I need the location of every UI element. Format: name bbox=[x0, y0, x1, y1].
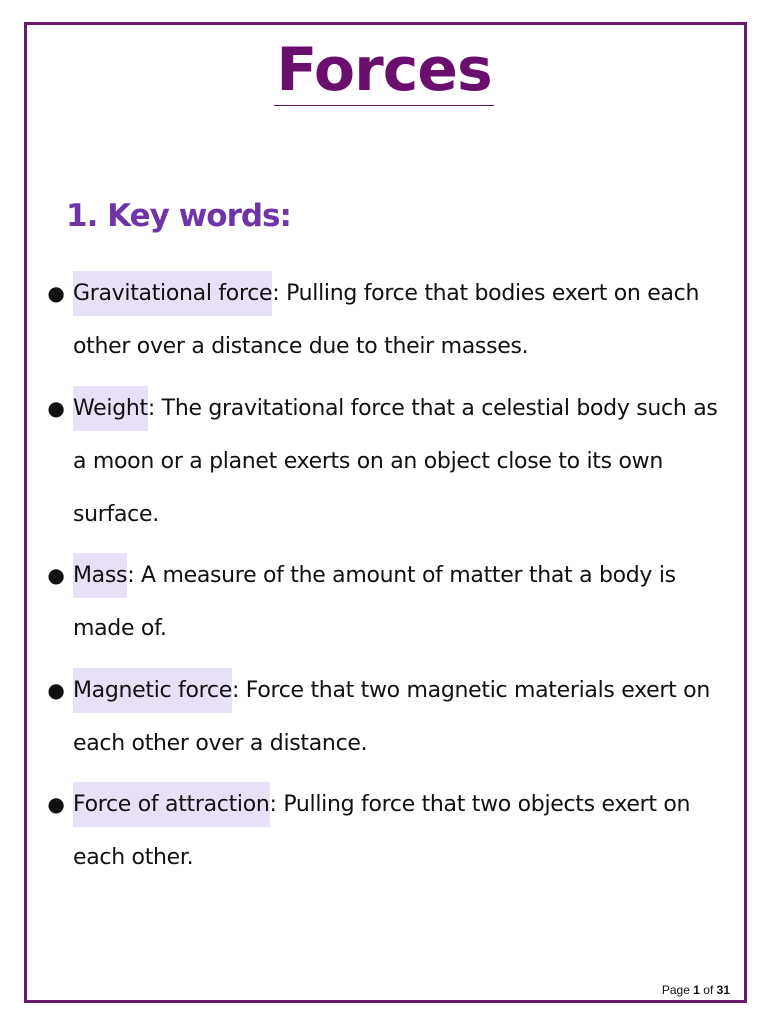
page-title-text: Forces bbox=[276, 35, 492, 105]
bullet-icon: ● bbox=[47, 396, 65, 420]
page-number-footer bbox=[662, 983, 730, 997]
key-word-term: Weight bbox=[73, 386, 148, 431]
key-word-separator: : bbox=[127, 563, 135, 588]
key-word-text bbox=[73, 549, 726, 655]
bullet-icon: ● bbox=[47, 563, 65, 587]
key-word-term: Gravitational force bbox=[73, 271, 272, 316]
key-word-separator: : bbox=[231, 678, 240, 703]
bullet-icon: ● bbox=[47, 281, 65, 305]
key-word-separator: : bbox=[272, 281, 280, 306]
bullet-icon: ● bbox=[47, 792, 65, 816]
key-word-item bbox=[46, 549, 726, 655]
key-word-text bbox=[73, 664, 726, 770]
total-page-count: 31 bbox=[716, 983, 730, 997]
key-word-definition: Force that two magnetic materials exert on each other over a distance. bbox=[73, 678, 710, 756]
key-word-separator: : bbox=[147, 396, 155, 421]
key-word-term: Force of attraction bbox=[73, 782, 270, 827]
key-word-item bbox=[46, 664, 726, 770]
current-page-number: 1 bbox=[693, 983, 700, 997]
key-word-definition: Pulling force that bodies exert on each other over a distance due to their masses. bbox=[73, 281, 700, 359]
key-word-separator: : bbox=[269, 792, 277, 817]
bullet-icon: ● bbox=[47, 678, 65, 702]
key-word-definition: The gravitational force that a celestial body such as a moon or a planet exerts on an object close to its own surface. bbox=[73, 396, 718, 527]
key-word-text bbox=[73, 382, 726, 541]
key-word-text bbox=[73, 778, 726, 884]
key-word-definition: A measure of the amount of matter that a body is made of. bbox=[73, 563, 676, 641]
key-word-item bbox=[46, 267, 726, 373]
key-word-item bbox=[46, 778, 726, 884]
page-label: Page bbox=[661, 983, 690, 997]
key-word-text bbox=[73, 267, 726, 373]
key-word-definition: Pulling force that two objects exert on each other. bbox=[73, 792, 691, 870]
key-word-term: Magnetic force bbox=[73, 668, 232, 713]
key-word-item bbox=[46, 382, 726, 541]
of-label: of bbox=[703, 983, 714, 997]
page-title bbox=[0, 36, 768, 106]
key-word-term: Mass bbox=[73, 553, 127, 598]
section-heading: 1. Key words: bbox=[66, 198, 291, 234]
